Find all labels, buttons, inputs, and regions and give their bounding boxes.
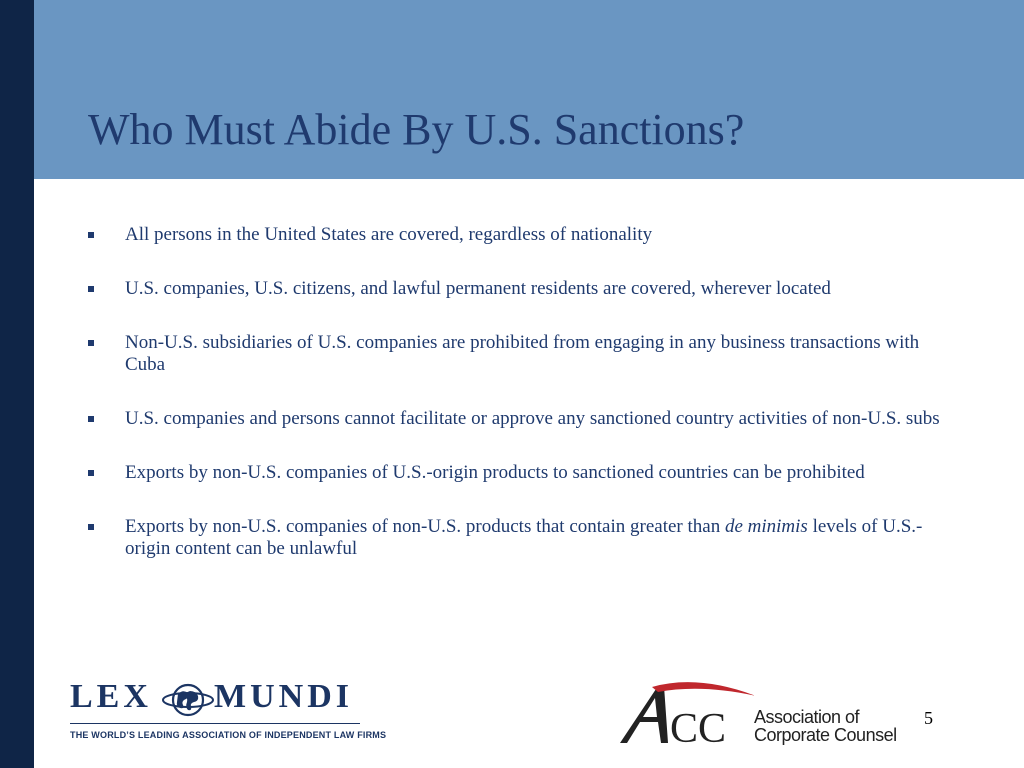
square-bullet-icon [88,340,94,346]
svg-text:CC: CC [670,706,727,746]
bullet-text: All persons in the United States are covered, regardless of nationality [125,224,653,245]
square-bullet-icon [88,470,94,476]
square-bullet-icon [88,524,94,530]
bullet-item [88,516,948,560]
lex-mundi-logo-word-mundi: MUNDI [214,678,353,715]
lex-mundi-logo [70,678,387,746]
bullet-text: U.S. companies, U.S. citizens, and lawful permanent residents are covered, wherever located [125,278,831,299]
bullet-item [88,224,948,246]
bullet-item [88,278,948,300]
lex-mundi-tagline: THE WORLD’S LEADING ASSOCIATION OF INDEPENDENT LAW FIRMS [70,730,387,740]
bullet-text: U.S. companies and persons cannot facilitate or approve any sanctioned country activities of non-U.S. subs [125,408,940,429]
bullet-text-after: levels of U.S.-origin content can be unlawful [125,516,923,559]
bullet-item [88,462,948,484]
acc-logo [618,680,908,748]
acc-logo-line1: Association of [754,707,860,727]
square-bullet-icon [88,232,94,238]
slide-title: Who Must Abide By U.S. Sanctions? [88,105,745,154]
lex-mundi-logo-word-lex: LEX [70,678,152,715]
square-bullet-icon [88,286,94,292]
left-accent-bar [0,0,34,768]
bullet-item [88,408,948,430]
bullet-list [88,224,948,592]
square-bullet-icon [88,416,94,422]
page-number: 5 [924,708,933,728]
bullet-text: Non-U.S. subsidiaries of U.S. companies are prohibited from engaging in any business transactions with Cuba [125,332,920,375]
bullet-text-before: Exports by non-U.S. companies of non-U.S. products that contain greater than [125,516,725,537]
acc-logo-line2: Corporate Counsel [754,725,897,745]
globe-icon [162,679,214,721]
logo-divider [70,723,360,724]
acc-logo-mark-icon [618,680,754,746]
bullet-text: Exports by non-U.S. companies of U.S.-origin products to sanctioned countries can be prohibited [125,462,865,483]
bullet-item [88,332,948,376]
bullet-text-emphasis: de minimis [724,516,808,537]
